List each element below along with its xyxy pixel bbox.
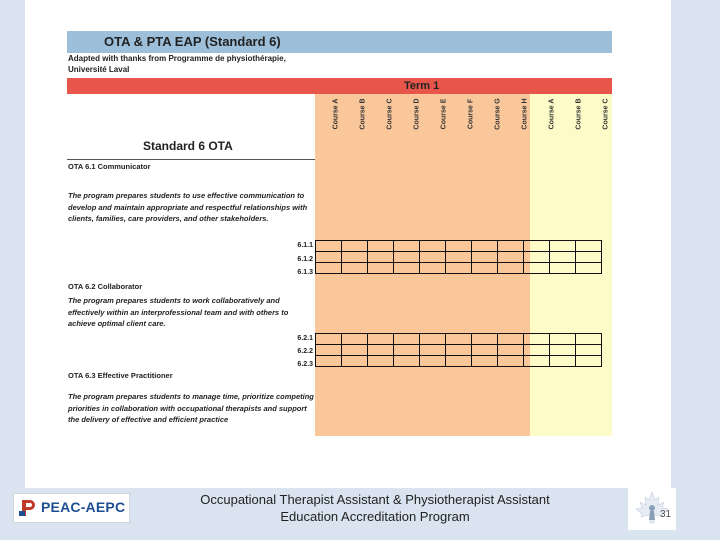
- column-header: Course H: [521, 98, 528, 130]
- section-divider: [67, 159, 315, 160]
- footer-line-1: Occupational Therapist Assistant & Physiotherapist Assistant: [200, 492, 550, 507]
- page-number: 31: [660, 509, 672, 520]
- section-title: OTA 6.1 Communicator: [68, 162, 151, 171]
- column-header: Course A: [332, 98, 339, 130]
- section-description: The program prepares students to use effective communication to develop and maintain appropriate and respectful relationships with clients, families, care providers, and other stakeholders.: [68, 191, 308, 223]
- footer-text: [175, 491, 575, 525]
- footer-line-2: Education Accreditation Program: [280, 509, 470, 524]
- section-title: OTA 6.3 Effective Practitioner: [68, 371, 173, 380]
- column-header: Course G: [494, 98, 501, 130]
- column-header: Course F: [467, 98, 474, 130]
- item-label: 6.2.3: [297, 361, 313, 368]
- column-header: Course A: [548, 98, 555, 130]
- column-header: Course E: [440, 98, 447, 130]
- grid-6-2: [315, 333, 602, 367]
- section-description: The program prepares students to work collaboratively and effectively within an interprofessional team and with others to achieve optimal client care.: [68, 296, 289, 328]
- table-row: [316, 241, 602, 252]
- table-row: [316, 345, 602, 356]
- document-credit: Adapted with thanks from Programme de physiothérapie, Université Laval: [68, 54, 286, 74]
- table-row: [316, 263, 602, 274]
- term-bar: [67, 78, 612, 94]
- term-label: Term 1: [404, 80, 440, 92]
- table-row: [316, 334, 602, 345]
- peac-logo-icon: [19, 498, 37, 518]
- item-label: 6.1.3: [297, 269, 313, 276]
- document-title: OTA & PTA EAP (Standard 6): [104, 34, 281, 49]
- section-title: OTA 6.2 Collaborator: [68, 282, 143, 291]
- column-header: Course B: [359, 98, 366, 130]
- column-header: Course C: [602, 98, 609, 130]
- table-row: [316, 356, 602, 367]
- peac-logo: [13, 493, 130, 523]
- column-header: Course D: [413, 98, 420, 130]
- item-label: 6.2.1: [297, 335, 313, 342]
- table-row: [316, 252, 602, 263]
- column-header: Course B: [575, 98, 582, 130]
- item-label: 6.1.1: [297, 242, 313, 249]
- item-label: 6.2.2: [297, 348, 313, 355]
- grid-6-1: [315, 240, 602, 274]
- item-label: 6.1.2: [297, 256, 313, 263]
- section-description: The program prepares students to manage time, prioritize competing priorities in collaboration with occupational therapists and support the delivery of effective and efficient practice: [68, 392, 314, 424]
- standard-heading: Standard 6 OTA: [143, 139, 233, 153]
- peac-logo-text: PEAC-AEPC: [41, 499, 126, 515]
- column-header: Course C: [386, 98, 393, 130]
